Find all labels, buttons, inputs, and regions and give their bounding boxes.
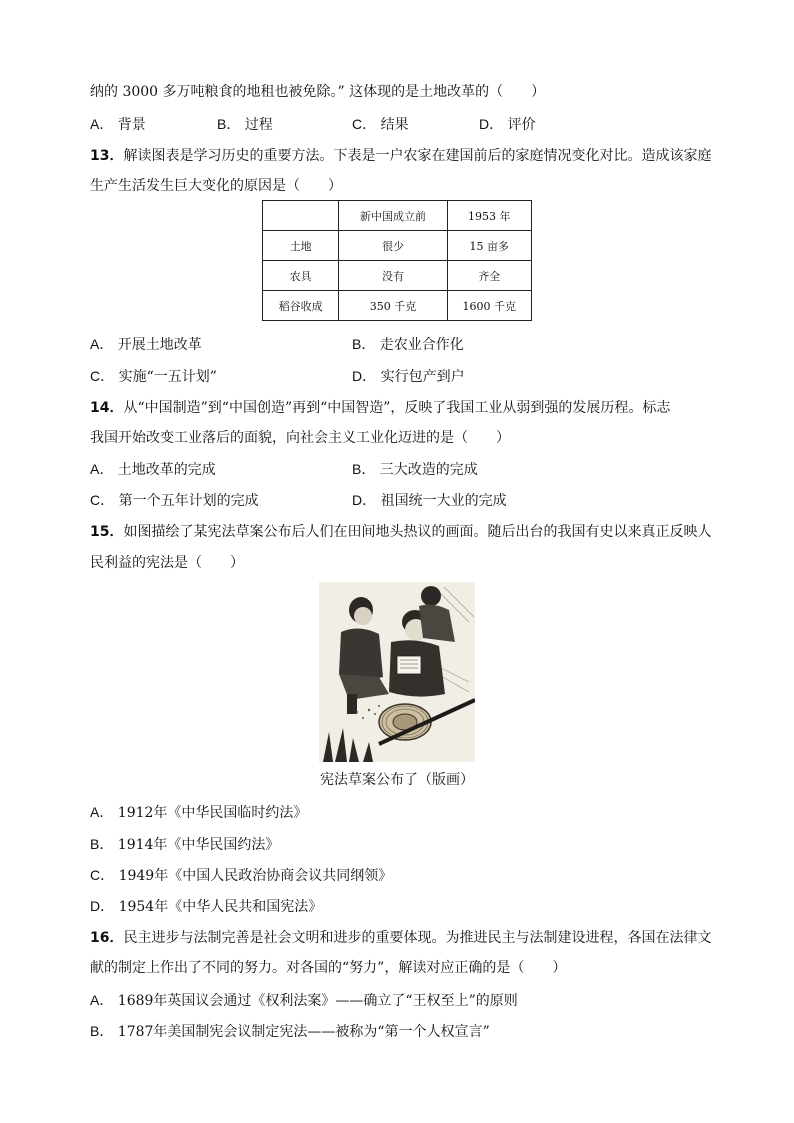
q15-option-a[interactable]: A． 1912年《中华民国临时约法》: [90, 804, 308, 821]
table-cell: 齐全: [447, 261, 531, 291]
table-row: [263, 291, 532, 321]
q13-option-a[interactable]: A． 开展土地改革: [90, 336, 202, 353]
q14-option-a[interactable]: A． 土地改革的完成: [90, 461, 216, 478]
figure-caption: 宪法草案公布了（版画）: [320, 772, 474, 788]
table-cell: 15 亩多: [447, 231, 531, 261]
table-cell: 农具: [263, 261, 339, 291]
table-cell: 1953 年: [447, 201, 531, 231]
table-cell: 没有: [339, 261, 447, 291]
q12-option-b[interactable]: B． 过程: [217, 116, 273, 133]
q15-option-d[interactable]: D． 1954年《中华人民共和国宪法》: [90, 898, 323, 915]
q13-stem-line2: 生产生活发生巨大变化的原因是（ ）: [90, 178, 342, 194]
q13-option-c[interactable]: C． 实施“一五计划”: [90, 368, 217, 385]
q15-stem-line1: 15．如图描绘了某宪法草案公布后人们在田间地头热议的画面。随后出台的我国有史以来真正反映人: [90, 524, 712, 540]
table-row: [263, 261, 532, 291]
q13-option-d[interactable]: D． 实行包产到户: [352, 368, 465, 385]
q16-option-b[interactable]: B． 1787年美国制宪会议制定宪法——被称为“第一个人权宣言”: [90, 1023, 490, 1040]
q13-comparison-table: [262, 200, 532, 321]
q13-option-b[interactable]: B． 走农业合作化: [352, 336, 464, 353]
q16-option-a[interactable]: A． 1689年英国议会通过《权利法案》——确立了“王权至上”的原则: [90, 992, 518, 1009]
table-cell: 很少: [339, 231, 447, 261]
q16-stem-line2: 献的制定上作出了不同的努力。对各国的“努力”，解读对应正确的是（ ）: [90, 960, 567, 976]
woodcut-illustration-drawing: [319, 582, 475, 762]
q14-option-b[interactable]: B． 三大改造的完成: [352, 461, 478, 478]
q14-option-c[interactable]: C． 第一个五年计划的完成: [90, 492, 259, 509]
woodcut-illustration: [319, 582, 475, 762]
q12-stem-tail: 纳的 3000 多万吨粮食的地租也被免除。” 这体现的是土地改革的（ ）: [90, 84, 546, 100]
q14-stem-line1: 14．从“中国制造”到“中国创造”再到“中国智造”，反映了我国工业从弱到强的发展历程。标志: [90, 400, 671, 416]
q13-stem-line1: 13．解读图表是学习历史的重要方法。下表是一户农家在建国前后的家庭情况变化对比。造成该家庭: [90, 148, 712, 164]
q14-stem-line2: 我国开始改变工业落后的面貌，向社会主义工业化迈进的是（ ）: [90, 430, 510, 446]
q15-option-c[interactable]: C． 1949年《中国人民政治协商会议共同纲领》: [90, 867, 393, 884]
table-cell: 新中国成立前: [339, 201, 447, 231]
q15-stem-line2: 民利益的宪法是（ ）: [90, 555, 244, 571]
table-header-row: [263, 201, 532, 231]
q15-option-b[interactable]: B． 1914年《中华民国约法》: [90, 836, 280, 853]
q16-stem-line1: 16．民主进步与法制完善是社会文明和进步的重要体现。为推进民主与法制建设进程，各国在法律文: [90, 930, 712, 946]
q12-option-c[interactable]: C． 结果: [352, 116, 409, 133]
table-cell: 350 千克: [339, 291, 447, 321]
table-row: [263, 231, 532, 261]
table-cell: [263, 201, 339, 231]
table-cell: 土地: [263, 231, 339, 261]
q12-option-d[interactable]: D． 评价: [479, 116, 536, 133]
q12-option-a[interactable]: A． 背景: [90, 116, 146, 133]
table-cell: 稻谷收成: [263, 291, 339, 321]
table-cell: 1600 千克: [447, 291, 531, 321]
q14-option-d[interactable]: D． 祖国统一大业的完成: [352, 492, 507, 509]
